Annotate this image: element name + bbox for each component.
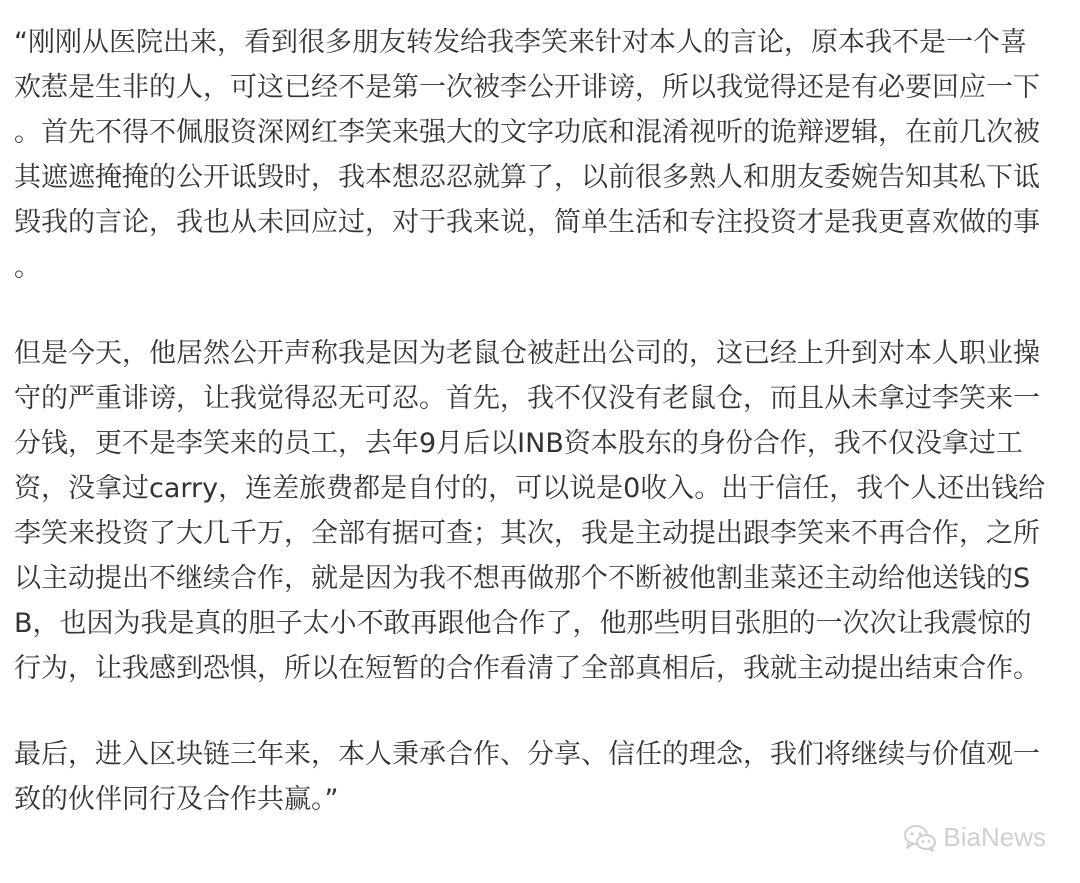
paragraph-2	[14, 331, 1064, 691]
paragraph-2-line-6: 以主动提出不继续合作，就是因为我不想再做那个不断被他割韭菜还主动给他送钱的S	[14, 563, 1031, 594]
paragraph-gap	[14, 290, 1064, 331]
paragraph-1-line-5: 毁我的言论，我也从未回应过，对于我来说，简单生活和专注投资才是我更喜欢做的事	[14, 207, 1040, 238]
watermark-text: BiaNews	[943, 822, 1046, 852]
paragraph-1-line-3: 。首先不得不佩服资深网红李笑来强大的文字功底和混淆视听的诡辩逻辑，在前几次被	[14, 117, 1040, 148]
wechat-icon	[903, 823, 937, 853]
watermark	[903, 822, 1046, 853]
paragraph-2-line-3: 分钱，更不是李笑来的员工，去年9月后以INB资本股东的身份合作，我不仅没拿过工	[14, 428, 1023, 459]
article-body	[14, 20, 1064, 822]
paragraph-2-line-8: 行为，让我感到恐惧，所以在短暂的合作看清了全部真相后，我就主动提出结束合作。	[14, 653, 1040, 684]
paragraph-2-line-7: B，也因为我是真的胆子太小不敢再跟他合作了，他那些明目张胆的一次次让我震惊的	[14, 608, 1032, 639]
paragraph-1-line-4: 其遮遮掩掩的公开诋毁时，我本想忍忍就算了，以前很多熟人和朋友委婉告知其私下诋	[14, 162, 1040, 193]
paragraph-2-line-5: 李笑来投资了大几千万，全部有据可查；其次，我是主动提出跟李笑来不再合作，之所	[14, 518, 1040, 549]
paragraph-3-line-1: 最后，进入区块链三年来，本人秉承合作、分享、信任的理念，我们将继续与价值观一	[14, 739, 1040, 770]
paragraph-1	[14, 20, 1064, 290]
paragraph-1-line-1: “刚刚从医院出来，看到很多朋友转发给我李笑来针对本人的言论，原本我不是一个喜	[14, 27, 1027, 58]
paragraph-1-line-6: 。	[14, 252, 41, 283]
paragraph-2-line-2: 守的严重诽谤，让我觉得忍无可忍。首先，我不仅没有老鼠仓，而且从未拿过李笑来一	[14, 383, 1040, 414]
paragraph-gap	[14, 691, 1064, 732]
paragraph-2-line-1: 但是今天，他居然公开声称我是因为老鼠仓被赶出公司的，这已经上升到对本人职业操	[14, 338, 1040, 369]
paragraph-3	[14, 732, 1064, 822]
paragraph-2-line-4: 资，没拿过carry，连差旅费都是自付的，可以说是0收入。出于信任，我个人还出钱给	[14, 473, 1046, 504]
paragraph-1-line-2: 欢惹是生非的人，可这已经不是第一次被李公开诽谤，所以我觉得还是有必要回应一下	[14, 72, 1040, 103]
paragraph-3-line-2: 致的伙伴同行及合作共赢。”	[14, 784, 339, 815]
